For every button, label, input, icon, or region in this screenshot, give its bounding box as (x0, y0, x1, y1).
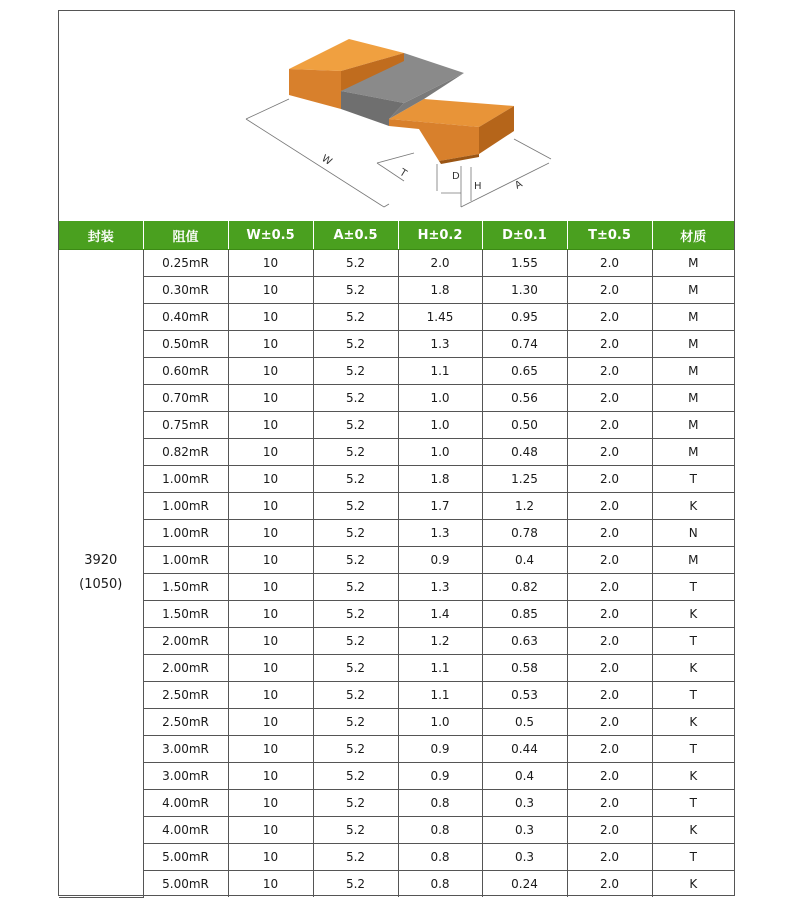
table-cell: K (652, 655, 734, 682)
table-cell: 5.2 (313, 763, 398, 790)
table-cell: 2.0 (567, 601, 652, 628)
table-cell: 4.00mR (143, 790, 228, 817)
table-cell: 0.25mR (143, 250, 228, 277)
table-cell: 5.2 (313, 331, 398, 358)
table-cell: M (652, 358, 734, 385)
table-cell: 1.50mR (143, 574, 228, 601)
table-cell: 10 (228, 385, 313, 412)
table-cell: 0.9 (398, 736, 482, 763)
table-cell: 2.0 (567, 844, 652, 871)
table-cell: M (652, 277, 734, 304)
table-cell: 2.0 (567, 493, 652, 520)
table-cell: 1.3 (398, 574, 482, 601)
table-cell: 2.0 (567, 439, 652, 466)
table-cell: 0.63 (482, 628, 567, 655)
table-cell: 5.2 (313, 871, 398, 898)
table-cell: 2.0 (567, 790, 652, 817)
table-row (59, 547, 734, 574)
table-cell: M (652, 385, 734, 412)
table-cell: 1.8 (398, 277, 482, 304)
table-header-row (59, 221, 734, 250)
table-cell: 0.95 (482, 304, 567, 331)
table-row (59, 277, 734, 304)
table-cell: 1.50mR (143, 601, 228, 628)
table-cell: 1.00mR (143, 466, 228, 493)
table-row (59, 736, 734, 763)
table-row (59, 304, 734, 331)
header-package: 封装 (59, 221, 143, 250)
table-cell: 2.0 (567, 682, 652, 709)
header-w: W±0.5 (228, 221, 313, 250)
table-cell: 10 (228, 250, 313, 277)
table-cell: 1.55 (482, 250, 567, 277)
table-cell: 10 (228, 790, 313, 817)
table-cell: 10 (228, 493, 313, 520)
table-cell: 10 (228, 358, 313, 385)
dim-label-d: D (452, 171, 460, 182)
table-cell: 0.8 (398, 844, 482, 871)
table-cell: 5.2 (313, 385, 398, 412)
table-cell: 10 (228, 439, 313, 466)
table-row (59, 628, 734, 655)
table-cell: 10 (228, 466, 313, 493)
header-a: A±0.5 (313, 221, 398, 250)
table-cell: K (652, 493, 734, 520)
table-cell: 0.50mR (143, 331, 228, 358)
table-cell: 0.58 (482, 655, 567, 682)
table-cell: N (652, 520, 734, 547)
table-cell: 2.0 (567, 277, 652, 304)
header-resistance: 阻值 (143, 221, 228, 250)
table-cell: 0.82mR (143, 439, 228, 466)
table-cell: 5.2 (313, 412, 398, 439)
spec-table (59, 220, 734, 898)
table-cell: T (652, 574, 734, 601)
table-row (59, 520, 734, 547)
table-cell: 5.2 (313, 358, 398, 385)
table-cell: 0.78 (482, 520, 567, 547)
table-cell: 5.2 (313, 736, 398, 763)
table-cell: M (652, 304, 734, 331)
table-cell: 5.2 (313, 574, 398, 601)
table-cell: 0.9 (398, 547, 482, 574)
table-row (59, 493, 734, 520)
table-cell: K (652, 601, 734, 628)
table-cell: 10 (228, 844, 313, 871)
package-code-imperial: (1050) (79, 577, 123, 593)
table-cell: 2.0 (567, 736, 652, 763)
table-cell: 1.0 (398, 412, 482, 439)
table-row (59, 817, 734, 844)
table-cell: 0.44 (482, 736, 567, 763)
table-cell: 2.0 (567, 304, 652, 331)
table-cell: M (652, 331, 734, 358)
table-cell: 2.0 (567, 547, 652, 574)
table-cell: 1.0 (398, 439, 482, 466)
table-cell: 0.60mR (143, 358, 228, 385)
table-cell: 1.3 (398, 331, 482, 358)
table-cell: 0.50 (482, 412, 567, 439)
table-cell: 1.1 (398, 682, 482, 709)
table-cell: 2.0 (398, 250, 482, 277)
table-cell: 5.2 (313, 790, 398, 817)
resistor-dimension-diagram (59, 11, 734, 220)
table-cell: 5.2 (313, 439, 398, 466)
table-cell: 0.8 (398, 790, 482, 817)
table-cell: 2.0 (567, 763, 652, 790)
table-row (59, 574, 734, 601)
table-body (59, 250, 734, 898)
table-row (59, 250, 734, 277)
table-cell: 2.0 (567, 709, 652, 736)
table-cell: M (652, 547, 734, 574)
table-cell: 0.4 (482, 763, 567, 790)
header-d: D±0.1 (482, 221, 567, 250)
table-cell: 2.0 (567, 817, 652, 844)
table-row (59, 871, 734, 898)
table-cell: 3.00mR (143, 763, 228, 790)
table-cell: 1.45 (398, 304, 482, 331)
table-cell: 2.50mR (143, 709, 228, 736)
table-cell: 10 (228, 277, 313, 304)
table-cell: 2.0 (567, 520, 652, 547)
dim-label-h: H (474, 181, 482, 192)
table-cell: 5.2 (313, 250, 398, 277)
table-cell: T (652, 682, 734, 709)
table-cell: K (652, 709, 734, 736)
table-cell: 0.56 (482, 385, 567, 412)
dim-label-w: W (319, 153, 334, 168)
table-cell: 1.2 (482, 493, 567, 520)
table-cell: 2.00mR (143, 628, 228, 655)
header-h: H±0.2 (398, 221, 482, 250)
table-cell: M (652, 412, 734, 439)
table-cell: K (652, 763, 734, 790)
table-row (59, 601, 734, 628)
table-cell: 5.2 (313, 277, 398, 304)
table-cell: 1.7 (398, 493, 482, 520)
table-cell: 10 (228, 412, 313, 439)
table-row (59, 466, 734, 493)
table-cell: 10 (228, 871, 313, 898)
table-row (59, 439, 734, 466)
table-cell: 5.2 (313, 466, 398, 493)
table-cell: 10 (228, 547, 313, 574)
table-cell: 5.2 (313, 601, 398, 628)
table-cell: 0.3 (482, 817, 567, 844)
table-cell: 1.30 (482, 277, 567, 304)
package-code: 3920 (84, 553, 118, 569)
table-cell: 2.0 (567, 628, 652, 655)
table-cell: 10 (228, 574, 313, 601)
table-cell: 2.0 (567, 250, 652, 277)
table-cell: 10 (228, 520, 313, 547)
table-cell: 2.0 (567, 358, 652, 385)
table-row (59, 844, 734, 871)
header-t: T±0.5 (567, 221, 652, 250)
table-cell: 2.0 (567, 466, 652, 493)
table-cell: T (652, 628, 734, 655)
table-cell: 5.2 (313, 493, 398, 520)
table-cell: 5.2 (313, 655, 398, 682)
table-cell: 10 (228, 817, 313, 844)
table-cell: 1.3 (398, 520, 482, 547)
table-cell: 5.2 (313, 844, 398, 871)
table-cell: 0.5 (482, 709, 567, 736)
table-cell: 0.74 (482, 331, 567, 358)
table-cell: 0.8 (398, 817, 482, 844)
table-cell: 10 (228, 628, 313, 655)
table-cell: 5.2 (313, 709, 398, 736)
table-cell: 2.0 (567, 385, 652, 412)
table-cell: 1.8 (398, 466, 482, 493)
table-cell: 0.40mR (143, 304, 228, 331)
table-row (59, 682, 734, 709)
table-cell: 5.2 (313, 304, 398, 331)
table-row (59, 763, 734, 790)
table-cell: 3.00mR (143, 736, 228, 763)
table-cell: 0.4 (482, 547, 567, 574)
table-cell: 0.75mR (143, 412, 228, 439)
dim-label-t: T (397, 167, 409, 180)
table-cell: T (652, 790, 734, 817)
table-cell: T (652, 466, 734, 493)
table-cell: 2.0 (567, 655, 652, 682)
table-cell: 5.2 (313, 817, 398, 844)
table-cell: 2.0 (567, 412, 652, 439)
table-cell: 1.0 (398, 385, 482, 412)
spec-sheet (58, 10, 735, 896)
table-cell: M (652, 250, 734, 277)
table-row (59, 790, 734, 817)
table-cell: 10 (228, 736, 313, 763)
table-cell: 5.2 (313, 547, 398, 574)
table-cell: 1.00mR (143, 547, 228, 574)
table-row (59, 331, 734, 358)
table-cell: 5.2 (313, 628, 398, 655)
table-cell: 0.24 (482, 871, 567, 898)
table-row (59, 655, 734, 682)
table-cell: T (652, 844, 734, 871)
table-cell: 0.85 (482, 601, 567, 628)
table-cell: 10 (228, 304, 313, 331)
table-cell: 2.0 (567, 574, 652, 601)
table-cell: 10 (228, 763, 313, 790)
table-cell: 10 (228, 682, 313, 709)
table-row (59, 709, 734, 736)
table-cell: 1.0 (398, 709, 482, 736)
table-cell: 1.00mR (143, 520, 228, 547)
table-cell: 1.1 (398, 655, 482, 682)
table-cell: 1.2 (398, 628, 482, 655)
table-cell: 1.4 (398, 601, 482, 628)
dim-label-a: A (513, 178, 525, 192)
table-cell: K (652, 871, 734, 898)
table-cell: 2.50mR (143, 682, 228, 709)
table-cell: 5.2 (313, 682, 398, 709)
table-cell: M (652, 439, 734, 466)
table-cell: 0.30mR (143, 277, 228, 304)
package-cell (59, 250, 143, 898)
table-cell: 10 (228, 331, 313, 358)
table-cell: 5.00mR (143, 844, 228, 871)
table-cell: 0.48 (482, 439, 567, 466)
table-row (59, 358, 734, 385)
table-cell: 10 (228, 709, 313, 736)
table-cell: 1.25 (482, 466, 567, 493)
table-row (59, 412, 734, 439)
table-cell: 10 (228, 601, 313, 628)
table-cell: 0.82 (482, 574, 567, 601)
table-cell: 0.53 (482, 682, 567, 709)
table-cell: 1.1 (398, 358, 482, 385)
table-cell: 5.2 (313, 520, 398, 547)
table-cell: K (652, 817, 734, 844)
table-cell: 2.0 (567, 331, 652, 358)
table-cell: 10 (228, 655, 313, 682)
table-cell: 2.00mR (143, 655, 228, 682)
table-cell: 0.9 (398, 763, 482, 790)
table-cell: 0.3 (482, 844, 567, 871)
table-cell: 0.3 (482, 790, 567, 817)
table-cell: 5.00mR (143, 871, 228, 898)
table-cell: T (652, 736, 734, 763)
table-row (59, 385, 734, 412)
table-cell: 2.0 (567, 871, 652, 898)
table-cell: 1.00mR (143, 493, 228, 520)
table-cell: 0.8 (398, 871, 482, 898)
table-cell: 0.70mR (143, 385, 228, 412)
header-material: 材质 (652, 221, 734, 250)
table-cell: 0.65 (482, 358, 567, 385)
table-cell: 4.00mR (143, 817, 228, 844)
